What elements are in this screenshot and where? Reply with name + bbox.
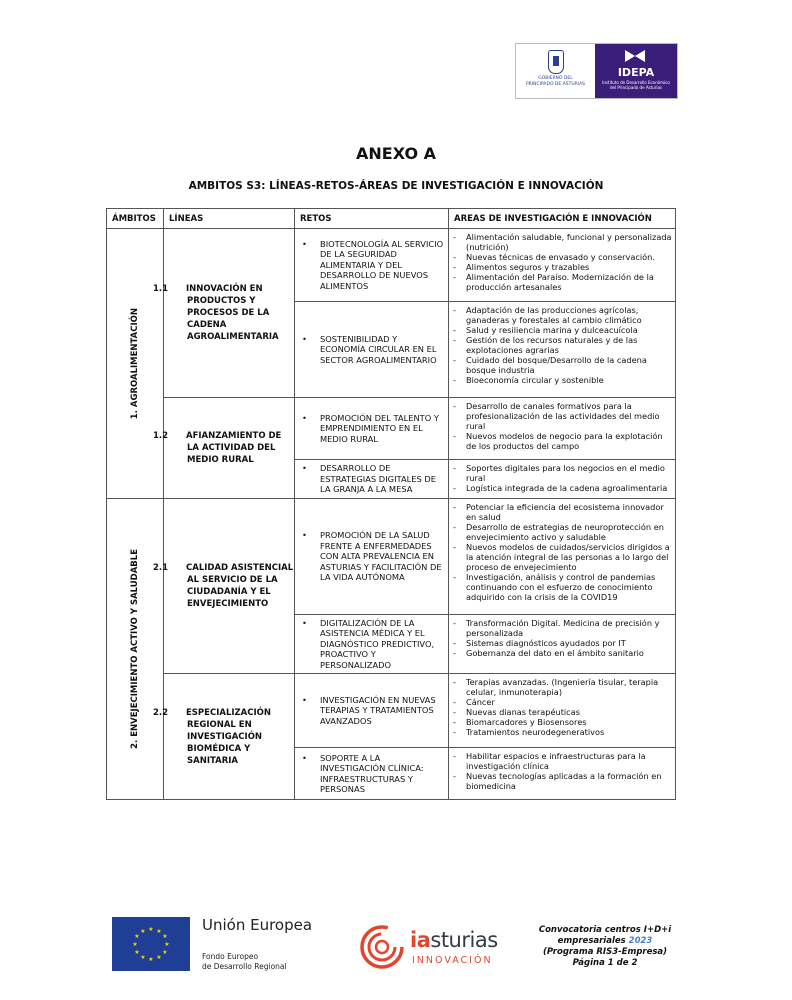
- list-item: - Potenciar la eficiencia del ecosistema innovador en salud: [453, 502, 664, 522]
- bullet-icon: •: [302, 752, 307, 763]
- svg-text:★: ★: [140, 928, 146, 935]
- area-cell: [449, 748, 676, 800]
- table-row: [107, 499, 676, 615]
- reto-cell: [295, 460, 449, 499]
- list-item: - Nuevos modelos de negocio para la explotación de los productos del campo: [453, 431, 663, 451]
- ambito-cell: [107, 499, 164, 800]
- list-item: - Soportes digitales para los negocios en el medio rural: [453, 463, 665, 483]
- reto-label: SOPORTE A LA INVESTIGACIÓN CLÍNICA: INFRAESTRUCTURAS Y PERSONAS: [320, 752, 424, 794]
- list-item: - Cuidado del bosque/Desarrollo de la cadena bosque industria: [453, 355, 647, 375]
- svg-text:★: ★: [162, 933, 168, 940]
- list-item: - Terapias avanzadas. (Ingeniería tisular, terapia celular, inmunoterapia): [453, 677, 659, 697]
- col-header-areas: AREAS DE INVESTIGACIÓN E INNOVACIÓN: [449, 209, 676, 229]
- reto-cell: [295, 229, 449, 302]
- svg-text:★: ★: [140, 954, 146, 961]
- area-cell: [449, 302, 676, 398]
- reto-cell: [295, 615, 449, 674]
- ambito-label: 2. ENVEJECIMIENTO ACTIVO Y SALUDABLE: [130, 549, 140, 749]
- conv-line3: (Programa RIS3-Empresa): [542, 947, 668, 957]
- linea-label: INNOVACIÓN EN PRODUCTOS Y PROCESOS DE LA CADENA AGROALIMENTARIA: [186, 284, 279, 342]
- convocatoria-block: [520, 925, 690, 969]
- idepa-mark-icon: [625, 50, 645, 62]
- list-item: - Desarrollo de estrategias de neuroprotección en envejecimiento activo y saludable: [453, 522, 664, 542]
- reto-label: DESARROLLO DE ESTRATEGIAS DIGITALES DE LA GRANJA A LA MESA: [320, 463, 437, 495]
- gob-line2: PRINCIPADO DE ASTURIAS: [525, 82, 586, 87]
- reto-cell: [295, 302, 449, 398]
- area-cell: [449, 615, 676, 674]
- eu-flag-icon: [112, 917, 190, 971]
- iasturias-logo-text: iasturias: [410, 928, 498, 952]
- list-item: - Habilitar espacios e infraestructuras para la investigación clínica: [453, 751, 646, 771]
- bullet-icon: •: [302, 530, 307, 541]
- linea-label: ESPECIALIZACIÓN REGIONAL EN INVESTIGACIÓN BIOMÉDICA Y SANITARIA: [186, 707, 272, 766]
- page-subtitle: AMBITOS S3: LÍNEAS-RETOS-ÁREAS DE INVESTIGACIÓN E INNOVACIÓN: [188, 180, 604, 192]
- col-header-retos: RETOS: [295, 209, 449, 229]
- reto-label: INVESTIGACIÓN EN NUEVAS TERAPIAS Y TRATAMIENTOS AVANZADOS: [320, 694, 436, 726]
- gobierno-asturias-logo: [516, 44, 595, 98]
- area-cell: [449, 674, 676, 748]
- list-item: - Adaptación de las producciones agrícolas, ganaderas y forestales al cambio climático: [453, 305, 642, 325]
- linea-number: 1.1: [153, 284, 169, 294]
- reto-label: PROMOCIÓN DE LA SALUD FRENTE A ENFERMEDADES CON ALTA PREVALENCIA EN ASTURIAS Y FACILITACIÓN DE LA VIDA AUTÓNOMA: [320, 530, 442, 583]
- list-item: - Nuevas técnicas de envasado y conservación.: [453, 252, 655, 262]
- bullet-icon: •: [302, 238, 307, 249]
- linea-number: 1.2: [153, 431, 169, 441]
- linea-number: 2.2: [153, 707, 169, 718]
- s3-table: [106, 208, 676, 800]
- area-cell: [449, 398, 676, 460]
- col-header-lineas: LÍNEAS: [164, 209, 295, 229]
- list-item: - Nuevas dianas terapéuticas: [453, 707, 580, 717]
- linea-label: CALIDAD ASISTENCIAL AL SERVICIO DE LA CIUDADANÍA Y EL ENVEJECIMIENTO: [186, 563, 294, 609]
- reto-label: SOSTENIBILIDAD Y ECONOMÍA CIRCULAR EN EL SECTOR AGROALIMENTARIO: [320, 333, 437, 365]
- linea-cell: [153, 674, 295, 800]
- idepa-sub2: del Principado de Asturias: [609, 85, 663, 90]
- list-item: - Bioeconomía circular y sostenible: [453, 375, 604, 385]
- bullet-icon: •: [302, 694, 307, 705]
- list-item: - Sistemas diagnósticos ayudados por IT: [453, 638, 626, 648]
- table-row: [107, 229, 676, 302]
- reto-cell: [295, 499, 449, 615]
- list-item: - Desarrollo de canales formativos para la profesionalización de las actividades del medio rural: [453, 401, 660, 431]
- reto-cell: [295, 674, 449, 748]
- svg-text:★: ★: [156, 954, 162, 961]
- list-item: - Cáncer: [453, 697, 495, 707]
- list-item: - Logística integrada de la cadena agroalimentaria: [453, 483, 668, 493]
- svg-text:★: ★: [134, 933, 140, 940]
- svg-text:★: ★: [156, 928, 162, 935]
- svg-text:★: ★: [132, 941, 138, 948]
- idepa-sub1: Instituto de Desarrollo Económico: [602, 80, 670, 85]
- ambito-label: 1. AGROALIMENTACIÓN: [130, 307, 140, 420]
- header-row: [107, 209, 676, 229]
- svg-text:★: ★: [164, 941, 170, 948]
- bullet-icon: •: [302, 617, 307, 628]
- reto-label: BIOTECNOLOGÍA AL SERVICIO DE LA SEGURIDAD ALIMENTARIA Y DEL DESARROLLO DE NUEVOS ALIMENTOS: [320, 238, 444, 291]
- list-item: - Transformación Digital. Medicina de precisión y personalizada: [453, 618, 660, 638]
- iasturias-sub: INNOVACIÓN: [412, 955, 493, 966]
- svg-text:★: ★: [148, 956, 154, 963]
- reto-cell: [295, 748, 449, 800]
- bullet-icon: •: [302, 463, 307, 474]
- idepa-logo: [595, 44, 677, 98]
- list-item: - Gobernanza del dato en el ámbito sanitario: [453, 648, 644, 658]
- page-number: Página 1 de 2: [572, 958, 638, 968]
- svg-text:★: ★: [162, 949, 168, 956]
- linea-label: AFIANZAMIENTO DE LA ACTIVIDAD DEL MEDIO RURAL: [186, 431, 282, 465]
- eu-sub2: de Desarrollo Regional: [202, 962, 287, 971]
- list-item: - Alimentación del Paraíso. Modernización de la producción artesanales: [453, 272, 654, 292]
- table-row: [107, 674, 676, 748]
- list-item: - Biomarcadores y Biosensores: [453, 717, 587, 727]
- list-item: - Alimentación saludable, funcional y personalizada (nutrición): [453, 232, 672, 252]
- reto-label: PROMOCIÓN DEL TALENTO Y EMPRENDIMIENTO EN EL MEDIO RURAL: [320, 412, 439, 444]
- area-cell: [449, 229, 676, 302]
- area-cell: [449, 499, 676, 615]
- conv-line1: Convocatoria centros I+D+i: [538, 925, 672, 935]
- list-item: - Alimentos seguros y trazables: [453, 262, 590, 272]
- eu-sub1: Fondo Europeo: [202, 952, 259, 961]
- crest-icon: [548, 50, 564, 74]
- page-title: ANEXO A: [355, 144, 437, 163]
- linea-cell: [153, 229, 295, 398]
- list-item: - Nuevas tecnologías aplicadas a la formación en biomedicina: [453, 771, 662, 791]
- list-item: - Investigación, análisis y control de pandemias continuando con el esfuerzo de conocimiento adquirido con la crisis de la COVID19: [453, 572, 656, 602]
- bullet-icon: •: [302, 412, 307, 423]
- gob-line1: GOBIERNO DEL: [538, 76, 573, 81]
- linea-number: 2.1: [153, 563, 169, 573]
- svg-text:★: ★: [134, 949, 140, 956]
- reto-label: DIGITALIZACIÓN DE LA ASISTENCIA MÉDICA Y EL DIAGNÓSTICO PREDICTIVO, PROACTIVO Y PERSONALIZADO: [320, 617, 435, 670]
- idepa-name: IDEPA: [617, 66, 655, 79]
- linea-cell: [153, 398, 295, 499]
- list-item: - Tratamientos neurodegenerativos: [453, 727, 605, 737]
- svg-text:★: ★: [148, 926, 154, 933]
- eu-title: Unión Europea: [202, 916, 313, 934]
- iasturias-ring-icon: [358, 923, 406, 971]
- linea-cell: [153, 499, 295, 674]
- ambito-cell: [107, 229, 164, 499]
- col-header-ambitos: ÁMBITOS: [107, 209, 164, 229]
- bullet-icon: •: [302, 333, 307, 344]
- list-item: - Salud y resiliencia marina y dulceacuícola: [453, 325, 638, 335]
- table-row: [107, 398, 676, 460]
- list-item: - Gestión de los recursos naturales y de las explotaciones agrarias: [453, 335, 638, 355]
- area-cell: [449, 460, 676, 499]
- header-logos: [515, 43, 678, 99]
- reto-cell: [295, 398, 449, 460]
- conv-line2: empresariales 2023: [557, 936, 653, 946]
- list-item: - Nuevos modelos de cuidados/servicios dirigidos a la atención integral de las personas a lo largo del proceso de envejecimiento: [453, 542, 670, 572]
- conv-year: 2023: [628, 936, 653, 946]
